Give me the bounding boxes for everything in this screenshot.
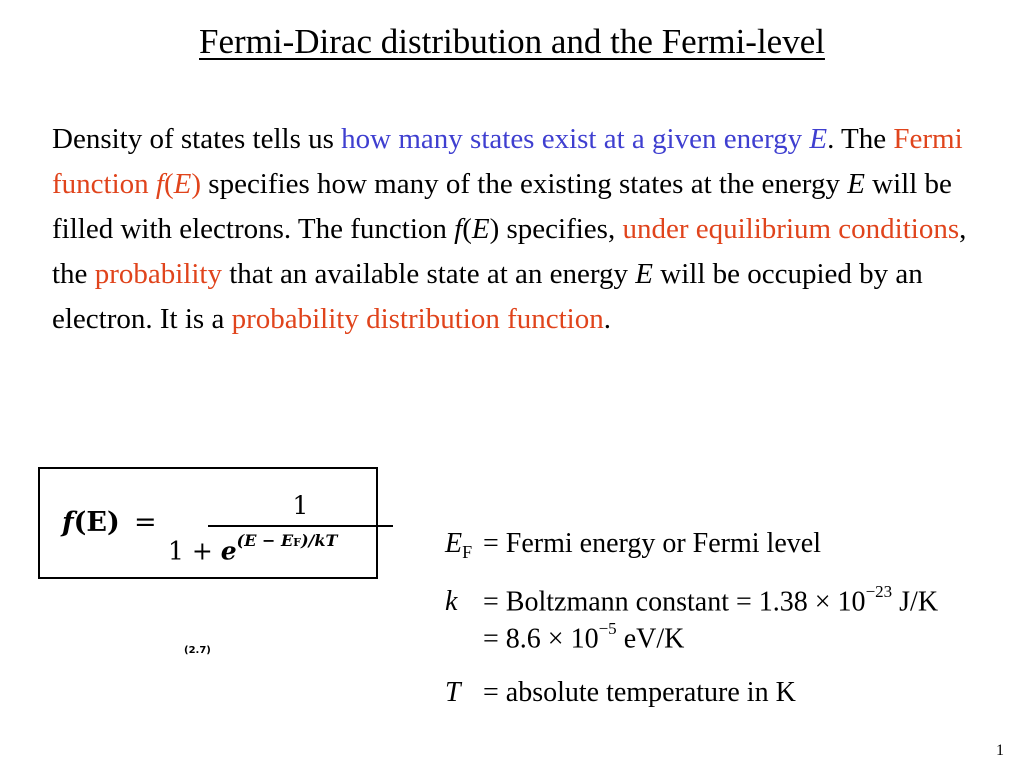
highlight-blue: E (809, 123, 828, 155)
highlight-red: Fermi function (52, 123, 963, 200)
eq-arg: (E) (73, 507, 120, 538)
equation-number: (2.7) (184, 645, 211, 656)
highlight-red: probability (94, 258, 222, 290)
text: specifies how many of the existing states at the energy (201, 168, 848, 200)
slide-title-text: Fermi-Dirac distribution and the Fermi-level (199, 22, 825, 61)
text: Density of states tells us (52, 123, 342, 155)
highlight-red: f (155, 168, 164, 200)
eq-exp-sub: F (293, 536, 301, 549)
def-text: = absolute temperature in K (483, 677, 796, 708)
text: will be occupied by an electron. It is a (52, 258, 923, 335)
page-number: 1 (996, 742, 1004, 759)
highlight-red: E (173, 168, 192, 200)
text: E (471, 213, 490, 245)
text: ) specifies, (489, 213, 623, 245)
eq-exp-a: (E − E (236, 531, 294, 550)
equation-numerator: 1 (292, 491, 309, 520)
eq-den-one: 1 + (168, 536, 221, 566)
unit: J/K (892, 586, 939, 618)
highlight-red: ( (163, 168, 174, 200)
sym-e: E (445, 528, 463, 559)
exponent: −5 (598, 619, 617, 638)
fraction-bar (208, 525, 393, 527)
text: will be filled with electrons. The function (52, 168, 952, 245)
definition-fermi-energy (445, 528, 821, 560)
highlight-red: ) (191, 168, 202, 200)
eq-exp-b: )/kT (300, 531, 338, 550)
eq-exponent (237, 531, 338, 550)
text: E (847, 168, 865, 200)
def-text: = Fermi energy or Fermi level (483, 528, 821, 559)
symbol-t: T (445, 677, 461, 708)
symbol-k: k (445, 586, 458, 618)
text: f (454, 213, 463, 245)
text: . (603, 303, 611, 335)
eq-exp-base: e (220, 536, 237, 566)
highlight-red: probability distribution function (231, 303, 604, 335)
unit: eV/K (616, 623, 685, 655)
text: , the (52, 213, 967, 290)
highlight-red: under equilibrium conditions (622, 213, 960, 245)
sym-f-sub: F (462, 542, 473, 562)
exponent: −23 (865, 582, 893, 601)
eq-f: f (62, 507, 74, 538)
equation-equals: = (134, 507, 157, 538)
definition-boltzmann-ev (445, 619, 685, 655)
body-paragraph (52, 117, 992, 342)
def-text: = 8.6 × 10 (483, 623, 599, 655)
definition-boltzmann (445, 582, 939, 618)
slide-title (0, 22, 1024, 62)
equation-lhs (62, 507, 120, 538)
equation-denominator (168, 531, 338, 566)
text: that an available state at an energy (221, 258, 636, 290)
highlight-blue: how many states exist at a given energy (341, 123, 803, 155)
equation-box (38, 467, 378, 579)
def-text: = Boltzmann constant = 1.38 × 10 (483, 586, 866, 618)
text: ( (462, 213, 472, 245)
symbol-ef (445, 528, 483, 560)
text: E (635, 258, 654, 290)
definition-temperature (445, 677, 796, 709)
text: . The (827, 123, 894, 155)
